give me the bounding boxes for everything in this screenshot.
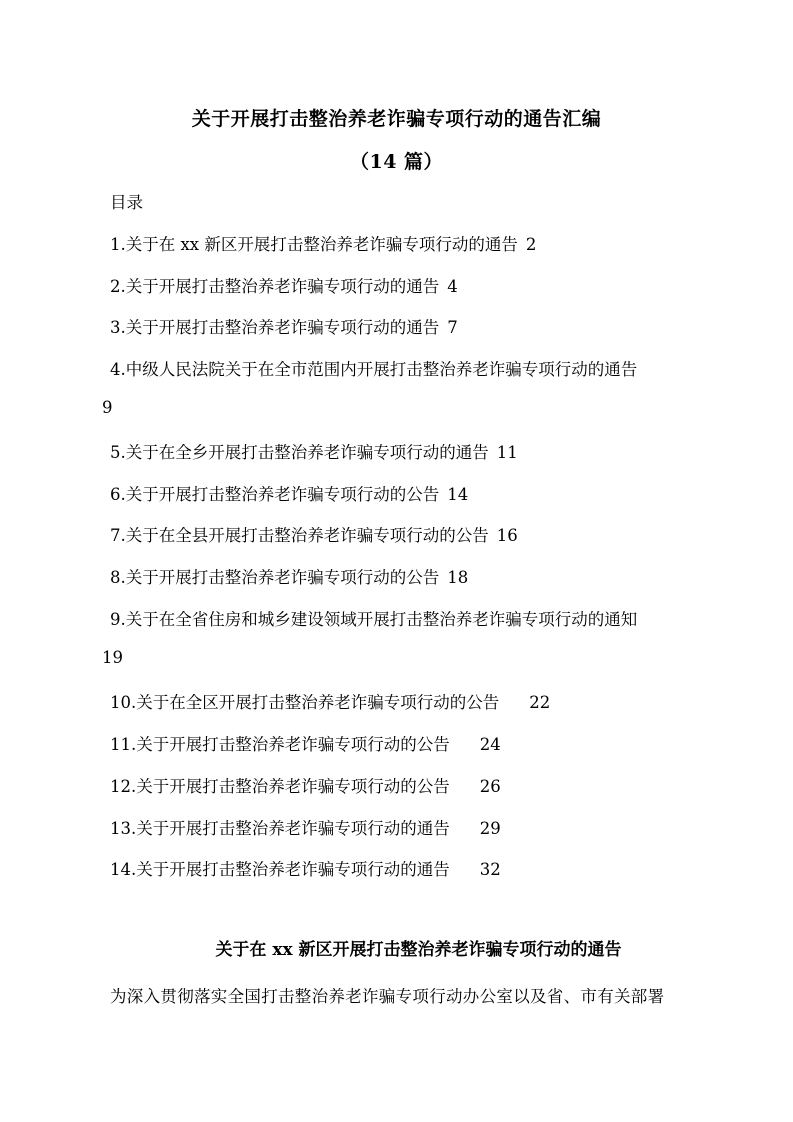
toc-item-label: 8.关于开展打击整治养老诈骗专项行动的公告 (110, 568, 440, 587)
toc-item-label: 10.关于在全区开展打击整治养老诈骗专项行动的公告 (110, 693, 500, 712)
toc-item-page: 4 (447, 277, 458, 296)
toc-item (110, 815, 501, 839)
toc-item-page: 24 (479, 735, 501, 754)
toc-item (110, 564, 468, 588)
toc-item-label: 11.关于开展打击整治养老诈骗专项行动的公告 (110, 735, 450, 754)
document-title: 关于开展打击整治养老诈骗专项行动的通告汇编 (191, 108, 602, 130)
toc-item-label: 14.关于开展打击整治养老诈骗专项行动的通告 (110, 860, 450, 879)
toc-item-label: 2.关于开展打击整治养老诈骗专项行动的通告 (110, 277, 440, 296)
toc-item (110, 314, 458, 338)
toc-item (110, 689, 550, 713)
toc-item (110, 356, 637, 380)
body-paragraph: 为深入贯彻落实全国打击整治养老诈骗专项行动办公室以及省、市有关部署 (110, 987, 665, 1006)
toc-item-label: 6.关于开展打击整治养老诈骗专项行动的公告 (110, 485, 440, 504)
toc-heading: 目录 (110, 193, 143, 212)
toc-item-page: 26 (479, 777, 501, 796)
toc-item (110, 606, 637, 630)
toc-item-label: 4.中级人民法院关于在全市范围内开展打击整治养老诈骗专项行动的通告 (110, 360, 638, 379)
toc-item (110, 231, 536, 255)
toc-item (110, 731, 501, 755)
toc-item (110, 273, 458, 297)
toc-item (110, 481, 468, 505)
toc-item-page: 29 (479, 819, 501, 838)
toc-item-page: 9 (102, 398, 113, 417)
toc-item (110, 522, 518, 546)
toc-item-page: 32 (479, 860, 501, 879)
document-subtitle: （14 篇） (349, 151, 444, 173)
toc-item-label: 9.关于在全省住房和城乡建设领域开展打击整治养老诈骗专项行动的通知 (110, 610, 638, 629)
toc-item-page: 14 (447, 485, 469, 504)
toc-item-page: 22 (529, 693, 551, 712)
toc-item-page: 7 (447, 318, 458, 337)
toc-item-page: 2 (525, 235, 537, 254)
toc-item (110, 856, 501, 880)
toc-item-label: 3.关于开展打击整治养老诈骗专项行动的通告 (110, 318, 440, 337)
toc-item-page: 11 (496, 443, 518, 462)
toc-item (110, 439, 518, 463)
toc-item-page: 18 (447, 568, 469, 587)
toc-item-page: 16 (496, 526, 518, 545)
toc-item-page: 19 (102, 648, 123, 667)
toc-item-label: 1.关于在 xx 新区开展打击整治养老诈骗专项行动的通告 (110, 235, 518, 254)
section-title: 关于在 xx 新区开展打击整治养老诈骗专项行动的通告 (215, 940, 622, 960)
toc-item (110, 773, 501, 797)
toc-item-label: 12.关于开展打击整治养老诈骗专项行动的公告 (110, 777, 450, 796)
toc-item-label: 13.关于开展打击整治养老诈骗专项行动的通告 (110, 819, 450, 838)
toc-item-label: 5.关于在全乡开展打击整治养老诈骗专项行动的通告 (110, 443, 489, 462)
toc-item-label: 7.关于在全县开展打击整治养老诈骗专项行动的公告 (110, 526, 489, 545)
